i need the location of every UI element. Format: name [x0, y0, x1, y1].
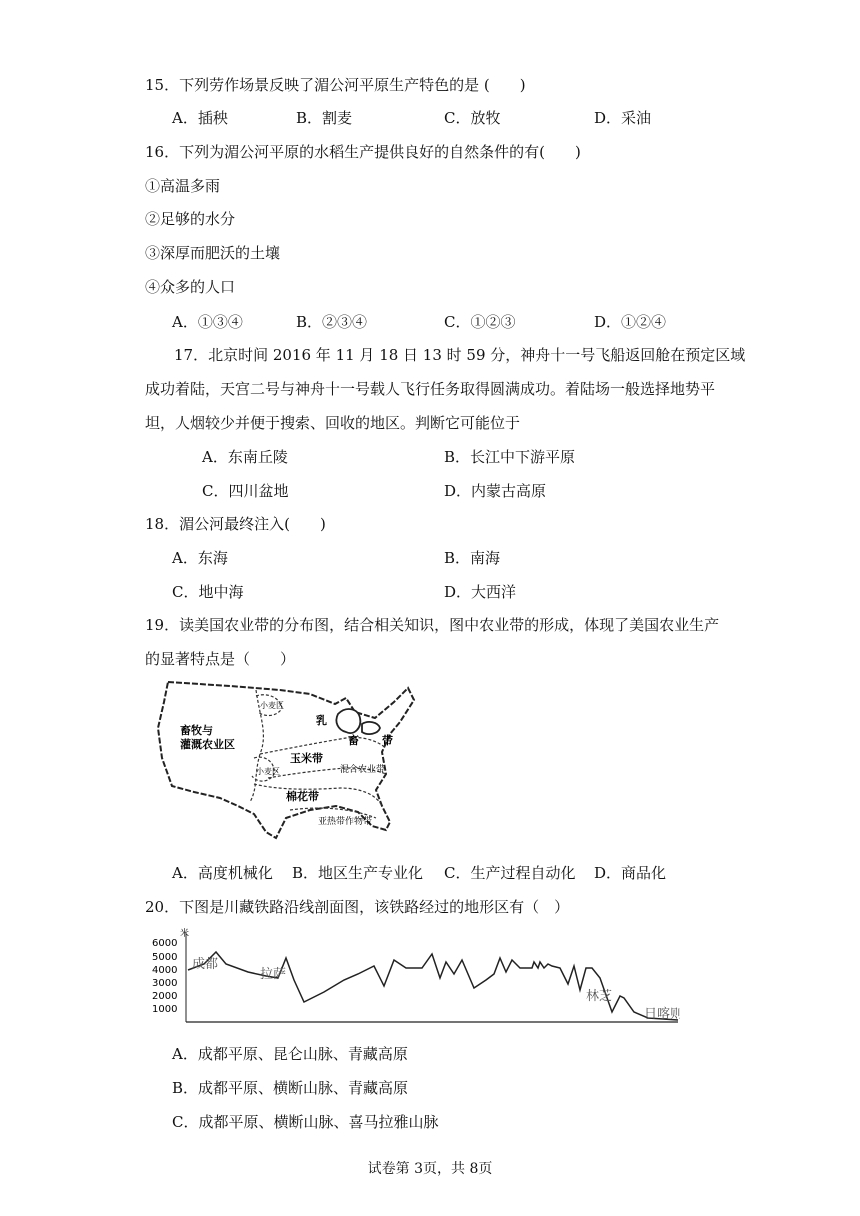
tick-3000: 3000	[152, 978, 178, 989]
q15-option-a[interactable]: A．插秧	[172, 109, 228, 127]
q16-option-d[interactable]: D．①②④	[594, 313, 667, 331]
q18-stem: 18．湄公河最终注入( )	[145, 515, 326, 533]
railway-profile	[148, 928, 680, 1024]
tick-4000: 4000	[152, 965, 178, 976]
q17-line-2: 成功着陆，天宫二号与神舟十一号载人飞行任务取得圆满成功。着陆场一般选择地势平	[145, 380, 716, 398]
q15-option-c[interactable]: C．放牧	[444, 109, 501, 127]
q16-option-c[interactable]: C．①②③	[444, 313, 516, 331]
q20-option-c[interactable]: C．成都平原、横断山脉、喜马拉雅山脉	[172, 1113, 439, 1131]
boundary-corn-north	[260, 737, 386, 754]
us-outline	[158, 682, 414, 838]
q18-option-a[interactable]: A．东海	[172, 549, 228, 567]
tick-1000: 1000	[152, 1004, 178, 1015]
q17-option-d[interactable]: D．内蒙古高原	[444, 482, 547, 500]
q17-option-c[interactable]: C．四川盆地	[202, 482, 289, 500]
q18-option-d[interactable]: D．大西洋	[444, 583, 517, 601]
q15-option-b[interactable]: B．割麦	[296, 109, 353, 127]
label-subtropical: 亚热带作物带	[318, 817, 373, 827]
q19-line-2: 的显著特点是（ ）	[145, 650, 296, 668]
q19-option-a[interactable]: A．高度机械化	[172, 864, 273, 882]
label-corn: 玉米带	[290, 752, 323, 765]
q19-option-b[interactable]: B．地区生产专业化	[292, 864, 424, 882]
railway-profile-svg	[148, 928, 680, 1024]
label-mixed: 混合农业带	[340, 765, 386, 775]
us-agriculture-map	[150, 678, 422, 848]
q16-item-3: ③深厚而肥沃的土壤	[145, 244, 281, 262]
great-lakes-shape-2	[362, 722, 380, 734]
q18-option-c[interactable]: C．地中海	[172, 583, 244, 601]
q16-option-a[interactable]: A．①③④	[172, 313, 243, 331]
tick-6000: 6000	[152, 938, 178, 949]
q16-item-1: ①高温多雨	[145, 177, 221, 195]
tick-2000: 2000	[152, 991, 178, 1002]
q19-line-1: 19．读美国农业带的分布图，结合相关知识，图中农业带的形成，体现了美国农业生产	[145, 616, 720, 634]
label-ranch-2: 灌溉农业区	[180, 738, 235, 751]
q17-option-a[interactable]: A．东南丘陵	[202, 448, 288, 466]
q16-stem: 16．下列为湄公河平原的水稻生产提供良好的自然条件的有( )	[145, 143, 581, 161]
q16-item-4: ④众多的人口	[145, 278, 236, 296]
q20-stem: 20．下图是川藏铁路沿线剖面图，该铁路经过的地形区有（ ）	[145, 898, 570, 916]
profile-label-start: 成都	[192, 957, 219, 972]
q17-line-1: 17．北京时间 2016 年 11 月 18 日 13 时 59 分，神舟十一号飞船返回舱在预定区域	[174, 346, 746, 364]
q20-option-b[interactable]: B．成都平原、横断山脉、青藏高原	[172, 1079, 409, 1097]
q15-option-d[interactable]: D．采油	[594, 109, 652, 127]
us-map-svg	[150, 678, 422, 848]
label-cotton: 棉花带	[286, 790, 319, 803]
profile-unit: 米	[180, 929, 190, 939]
label-winter-wheat: 小麦区	[256, 767, 280, 776]
tick-5000: 5000	[152, 952, 178, 963]
q17-line-3: 坦，人烟较少并便于搜索、回收的地区。判断它可能位于	[145, 414, 521, 432]
q20-option-a[interactable]: A．成都平原、昆仑山脉、青藏高原	[172, 1045, 408, 1063]
q16-item-2: ②足够的水分	[145, 210, 236, 228]
q16-option-b[interactable]: B．②③④	[296, 313, 368, 331]
q15-stem: 15．下列劳作场景反映了湄公河平原生产特色的是 ( )	[145, 76, 526, 94]
q19-option-d[interactable]: D．商品化	[594, 864, 667, 882]
profile-label-end-a: 林芝	[586, 989, 613, 1004]
q19-option-c[interactable]: C．生产过程自动化	[444, 864, 576, 882]
label-dairy-3: 带	[382, 734, 393, 747]
label-dairy-1: 乳	[316, 714, 327, 727]
profile-label-end-b: 日喀则	[644, 1007, 680, 1022]
profile-label-mid: 拉萨	[260, 967, 287, 982]
q18-option-b[interactable]: B．南海	[444, 549, 501, 567]
elevation-profile-line	[188, 952, 678, 1020]
great-lakes-shape	[336, 709, 360, 733]
q17-option-b[interactable]: B．长江中下游平原	[444, 448, 576, 466]
page-footer: 试卷第 3页，共 8页	[367, 1161, 493, 1177]
label-ranch: 畜牧与	[180, 724, 213, 737]
label-spring-wheat: 小麦区	[260, 701, 284, 710]
label-dairy-2: 畜	[348, 734, 359, 747]
